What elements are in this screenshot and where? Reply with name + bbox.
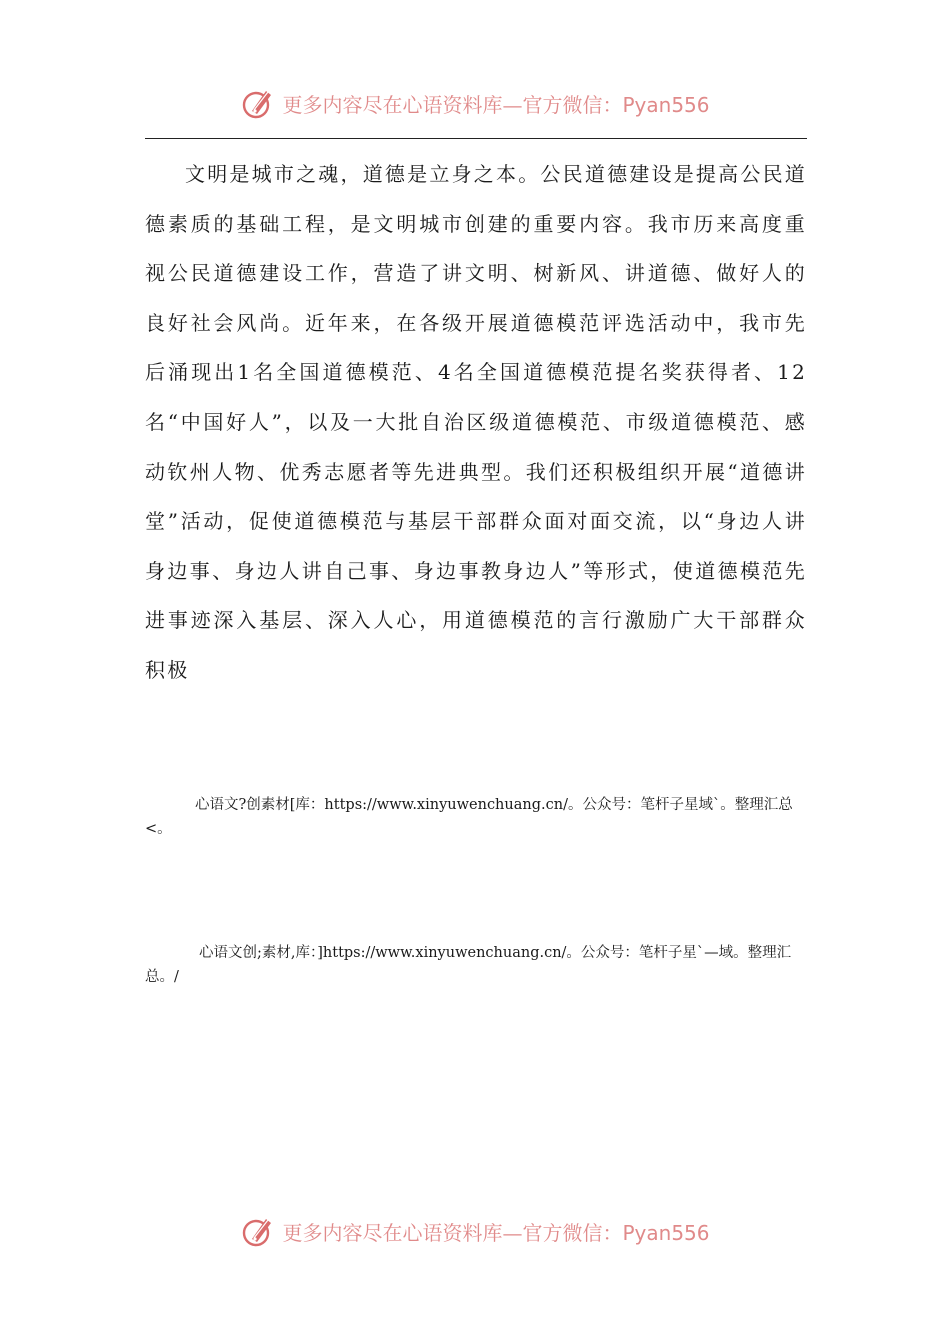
header-wechat-id: Pyan556	[622, 92, 710, 117]
source-note: 心语文?创素材[库：https://www.xinyuwenchuang.cn/。公众号：笔杆子星域`。整理汇总<。	[145, 797, 793, 837]
footer-banner-text	[282, 1217, 709, 1246]
footer-wechat-id: Pyan556	[622, 1220, 710, 1245]
source-note: 心语文创;素材,库：]https://www.xinyuwenchuang.cn/。公众号：笔杆子星`—域。整理汇总。/	[145, 945, 792, 985]
header-slogan: 更多内容尽在心语资料库—官方微信：	[282, 92, 623, 117]
page-header	[0, 84, 950, 122]
pen-nib-logo-icon	[240, 1213, 276, 1249]
footer-slogan: 更多内容尽在心语资料库—官方微信：	[282, 1220, 623, 1245]
pen-nib-logo-icon	[240, 85, 276, 121]
header-divider	[145, 138, 807, 139]
footer-banner	[240, 1213, 709, 1249]
header-banner	[240, 85, 709, 121]
page-footer	[0, 1212, 950, 1250]
header-banner-text	[282, 89, 709, 118]
main-paragraph: 文明是城市之魂，道德是立身之本。公民道德建设是提高公民道德素质的基础工程，是文明城市创建的重要内容。我市历来高度重视公民道德建设工作，营造了讲文明、树新风、讲道德、做好人的良好社会风尚。近年来，在各级开展道德模范评选活动中，我市先后涌现出1名全国道德模范、4名全国道德模范提名奖获得者、12名“中国好人”，以及一大批自治区级道德模范、市级道德模范、感动钦州人物、优秀志愿者等先进典型。我们还积极组织开展“道德讲堂”活动，促使道德模范与基层干部群众面对面交流，以“身边人讲身边事、身边人讲自己事、身边事教身边人”等形式，使道德模范先进事迹深入基层、深入人心，用道德模范的言行激励广大干部群众积极	[145, 162, 807, 682]
